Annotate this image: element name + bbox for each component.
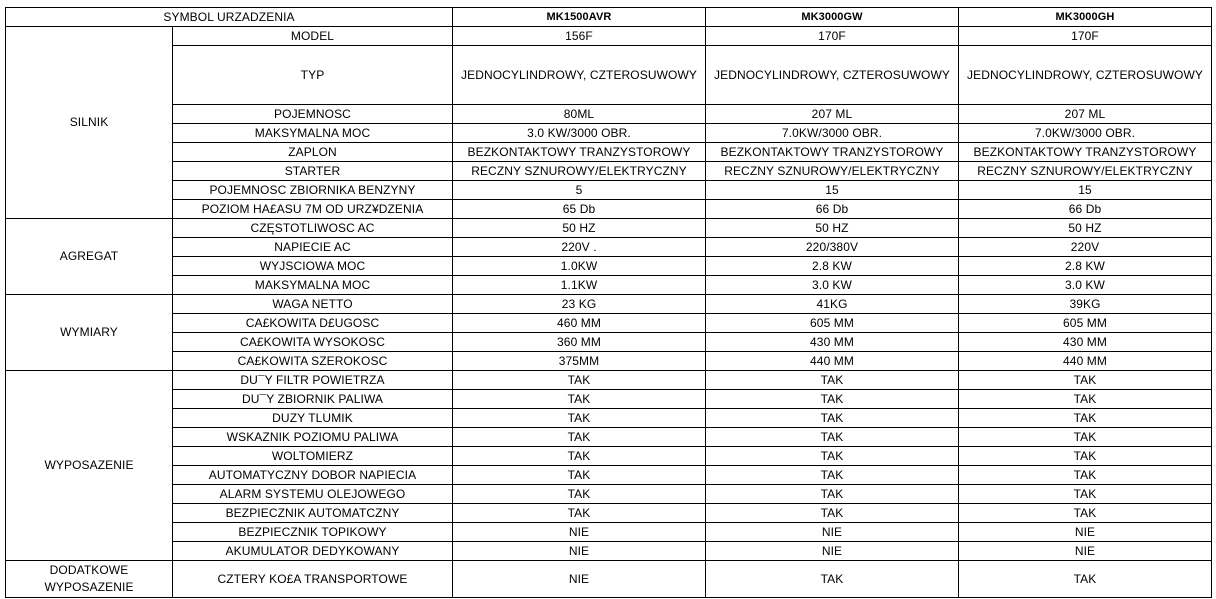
row-value: TAK [706,485,959,504]
row-value: TAK [706,428,959,447]
table-row [6,447,1212,466]
table-row [6,238,1212,257]
group-agregat: AGREGAT [6,219,173,295]
symbol-header: SYMBOL URZADZENIA [6,8,453,27]
row-value: 207 ML [959,105,1212,124]
row-value: TAK [706,447,959,466]
table-row [6,46,1212,105]
table-row [6,295,1212,314]
row-value: 3.0 KW/3000 OBR. [453,124,706,143]
group-silnik: SILNIK [6,27,173,219]
header-row [6,8,1212,27]
table-row [6,428,1212,447]
row-label: WYJSCIOWA MOC [173,257,453,276]
table-row [6,542,1212,561]
row-value: TAK [959,466,1212,485]
table-row [6,466,1212,485]
row-value: TAK [706,466,959,485]
group-dodatkowe-wyposazenie: DODATKOWE WYPOSAZENIE [6,561,173,598]
row-value: 3.0 KW [959,276,1212,295]
row-label: AUTOMATYCZNY DOBOR NAPIECIA [173,466,453,485]
row-value: 440 MM [706,352,959,371]
row-value: TAK [706,409,959,428]
table-row [6,409,1212,428]
row-value: TAK [706,504,959,523]
row-value: 440 MM [959,352,1212,371]
row-value: TAK [706,371,959,390]
row-label: WAGA NETTO [173,295,453,314]
row-value: 430 MM [706,333,959,352]
row-label: MAKSYMALNA MOC [173,276,453,295]
row-label: WOLTOMIERZ [173,447,453,466]
row-value: NIE [706,542,959,561]
row-value: TAK [453,409,706,428]
group-wyposazenie: WYPOSAZENIE [6,371,173,561]
table-row [6,485,1212,504]
row-label: CA£KOWITA SZEROKOSC [173,352,453,371]
row-value: TAK [959,371,1212,390]
row-value: 170F [959,27,1212,46]
row-label: POJEMNOSC ZBIORNIKA BENZYNY [173,181,453,200]
row-value: TAK [959,428,1212,447]
row-value: NIE [453,523,706,542]
table-row [6,561,1212,598]
table-row [6,143,1212,162]
row-value: RECZNY SZNUROWY/ELEKTRYCZNY [959,162,1212,181]
row-value: 23 KG [453,295,706,314]
row-value: 170F [706,27,959,46]
row-label: POZIOM HA£ASU 7M OD URZ¥DZENIA [173,200,453,219]
table-row [6,27,1212,46]
row-value: NIE [706,523,959,542]
table-row [6,523,1212,542]
row-value: 80ML [453,105,706,124]
table-row [6,162,1212,181]
row-label: STARTER [173,162,453,181]
table-row [6,219,1212,238]
row-value: 7.0KW/3000 OBR. [959,124,1212,143]
table-row [6,314,1212,333]
table-row [6,390,1212,409]
row-value: RECZNY SZNUROWY/ELEKTRYCZNY [706,162,959,181]
row-label: WSKAZNIK POZIOMU PALIWA [173,428,453,447]
row-label: CZTERY KO£A TRANSPORTOWE [173,561,453,598]
row-value: TAK [959,504,1212,523]
row-label: NAPIECIE AC [173,238,453,257]
row-value: TAK [453,466,706,485]
row-value: 220V . [453,238,706,257]
table-row [6,352,1212,371]
row-value: 2.8 KW [959,257,1212,276]
row-value: 15 [959,181,1212,200]
group-wymiary: WYMIARY [6,295,173,371]
row-value: 605 MM [706,314,959,333]
spec-table [5,7,1212,598]
row-value: 41KG [706,295,959,314]
row-label: ALARM SYSTEMU OLEJOWEGO [173,485,453,504]
row-value: RECZNY SZNUROWY/ELEKTRYCZNY [453,162,706,181]
row-value: JEDNOCYLINDROWY, CZTEROSUWOWY [959,46,1212,105]
table-row [6,124,1212,143]
table-row [6,257,1212,276]
table-row [6,276,1212,295]
row-label: CA£KOWITA D£UGOSC [173,314,453,333]
row-value: 430 MM [959,333,1212,352]
table-row [6,181,1212,200]
row-value: 220/380V [706,238,959,257]
row-value: 3.0 KW [706,276,959,295]
row-value: 50 HZ [453,219,706,238]
table-row [6,105,1212,124]
row-value: JEDNOCYLINDROWY, CZTEROSUWOWY [706,46,959,105]
row-value: 7.0KW/3000 OBR. [706,124,959,143]
row-label: BEZPIECZNIK AUTOMATCZNY [173,504,453,523]
row-value: TAK [453,504,706,523]
table-row [6,333,1212,352]
row-value: 605 MM [959,314,1212,333]
row-value: BEZKONTAKTOWY TRANZYSTOROWY [706,143,959,162]
row-value: TAK [453,447,706,466]
row-label: MAKSYMALNA MOC [173,124,453,143]
row-value: 66 Db [706,200,959,219]
row-value: TAK [706,561,959,598]
row-label: AKUMULATOR DEDYKOWANY [173,542,453,561]
row-value: 65 Db [453,200,706,219]
model-header-1: MK1500AVR [453,8,706,27]
row-value: JEDNOCYLINDROWY, CZTEROSUWOWY [453,46,706,105]
row-label: ZAPLON [173,143,453,162]
row-label: CA£KOWITA WYSOKOSC [173,333,453,352]
row-value: 2.8 KW [706,257,959,276]
row-value: 50 HZ [706,219,959,238]
row-value: 360 MM [453,333,706,352]
row-value: NIE [453,542,706,561]
row-value: 50 HZ [959,219,1212,238]
row-value: 207 ML [706,105,959,124]
row-value: TAK [453,390,706,409]
row-value: 66 Db [959,200,1212,219]
row-label: DU¯Y FILTR POWIETRZA [173,371,453,390]
table-row [6,504,1212,523]
row-value: NIE [959,523,1212,542]
row-label: DUZY TLUMIK [173,409,453,428]
model-header-3: MK3000GH [959,8,1212,27]
row-value: 1.1KW [453,276,706,295]
row-value: BEZKONTAKTOWY TRANZYSTOROWY [959,143,1212,162]
row-value: BEZKONTAKTOWY TRANZYSTOROWY [453,143,706,162]
row-value: TAK [453,428,706,447]
table-row [6,371,1212,390]
row-value: 220V [959,238,1212,257]
row-label: BEZPIECZNIK TOPIKOWY [173,523,453,542]
row-value: TAK [959,447,1212,466]
row-value: 375MM [453,352,706,371]
row-value: TAK [706,390,959,409]
row-label: TYP [173,46,453,105]
row-label: MODEL [173,27,453,46]
table-row [6,200,1212,219]
row-value: TAK [453,371,706,390]
row-value: 1.0KW [453,257,706,276]
row-value: TAK [453,485,706,504]
row-value: 460 MM [453,314,706,333]
row-value: 5 [453,181,706,200]
model-header-2: MK3000GW [706,8,959,27]
row-value: 39KG [959,295,1212,314]
row-label: POJEMNOSC [173,105,453,124]
row-value: TAK [959,485,1212,504]
row-value: 156F [453,27,706,46]
row-value: NIE [453,561,706,598]
row-value: TAK [959,561,1212,598]
row-label: CZĘSTOTLIWOSC AC [173,219,453,238]
row-value: NIE [959,542,1212,561]
row-value: TAK [959,390,1212,409]
row-label: DU¯Y ZBIORNIK PALIWA [173,390,453,409]
row-value: TAK [959,409,1212,428]
row-value: 15 [706,181,959,200]
